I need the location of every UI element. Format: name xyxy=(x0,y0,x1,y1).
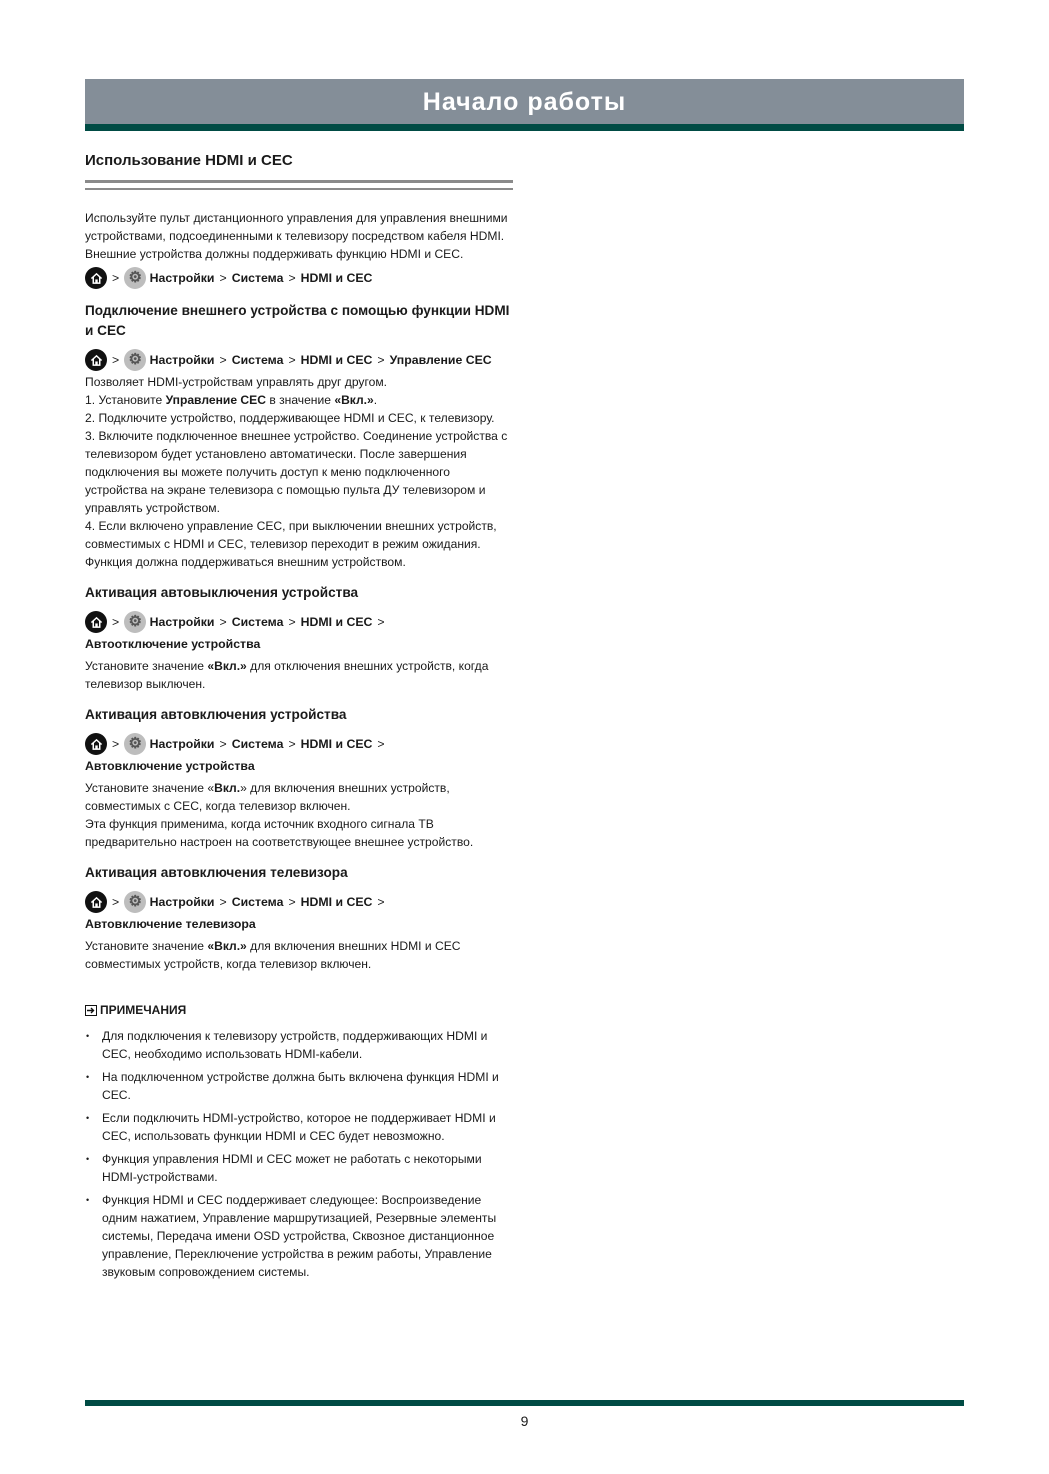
path-item: Настройки xyxy=(149,737,215,751)
path-item: HDMI и CEC xyxy=(300,353,373,367)
bold-text: Вкл. xyxy=(214,781,241,795)
main-column xyxy=(85,152,513,1286)
note-item: • Если подключить HDMI-устройство, которое не поддерживает HDMI и CEC, использовать функции HDMI и CEC будет невозможно. xyxy=(85,1109,513,1145)
path-item: Система xyxy=(231,271,284,285)
path-separator: > xyxy=(288,895,296,909)
path-separator: > xyxy=(112,271,120,285)
paragraph xyxy=(85,391,513,409)
path-separator: > xyxy=(219,737,227,751)
note-arrow-icon xyxy=(85,1005,97,1016)
text: 3. Включите подключенное внешнее устройство. Соединение устройства с телевизором будет установлено автоматически. После завершения подключения вы можете получить доступ к меню подключенного устройства на экране телевизора с помощью пульта ДУ телевизором и управлять устройством. xyxy=(85,429,508,515)
path-item: Автовключение телевизора xyxy=(85,917,256,931)
notes-heading xyxy=(85,1001,513,1019)
subsection-title: Активация автовыключения устройства xyxy=(85,585,359,600)
paragraph xyxy=(85,815,513,851)
notes-list xyxy=(85,1027,513,1281)
path-item: HDMI и CEC xyxy=(300,271,373,285)
chapter-banner xyxy=(85,79,964,131)
gear-icon: ⚙ xyxy=(124,267,146,289)
home-icon xyxy=(85,891,107,913)
bold-text: «Вкл.» xyxy=(207,659,247,673)
path-separator: > xyxy=(288,271,296,285)
bold-text: «Вкл.» xyxy=(207,939,247,953)
path-item: Система xyxy=(231,737,284,751)
section-rule xyxy=(85,188,513,190)
menu-path xyxy=(85,891,513,935)
page-number: 9 xyxy=(520,1413,529,1429)
text: Установите значение « xyxy=(85,781,215,795)
paragraph xyxy=(85,779,513,815)
home-icon xyxy=(85,733,107,755)
note-item: • Функция HDMI и CEC поддерживает следующее: Воспроизведение одним нажатием, Управление маршрутизацией, Резервные элементы системы, Передача имени OSD устройства, Сквозное дистанционное управление, Переключение устройства в режим работы, Управление звуковым сопровождением системы. xyxy=(85,1191,513,1281)
path-item: HDMI и CEC xyxy=(300,895,373,909)
footer-rule xyxy=(85,1400,964,1406)
section-rule xyxy=(85,180,513,186)
chapter-title: Начало работы xyxy=(422,88,627,116)
text: для отключения внешних устройств, когда телевизор выключен. xyxy=(85,659,489,691)
menu-path xyxy=(85,349,513,371)
paragraph xyxy=(85,209,513,263)
path-item: Настройки xyxy=(149,271,215,285)
path-item: Система xyxy=(231,895,284,909)
home-icon xyxy=(85,267,107,289)
text: Установите значение xyxy=(85,659,208,673)
paragraph xyxy=(85,373,513,391)
notes-title: ПРИМЕЧАНИЯ xyxy=(100,1003,187,1017)
home-icon xyxy=(85,349,107,371)
path-separator: > xyxy=(377,615,385,629)
subsection-title: Активация автовключения устройства xyxy=(85,707,347,722)
text: Используйте пульт дистанционного управления для управления внешними устройствами, подсоединенными к телевизору посредством кабеля HDMI. Внешние устройства должны поддерживать функцию HDMI и CEC. xyxy=(85,211,508,261)
text: 2. Подключите устройство, поддерживающее HDMI и CEC, к телевизору. xyxy=(85,411,495,425)
path-item: Настройки xyxy=(149,353,215,367)
paragraph xyxy=(85,657,513,693)
paragraph xyxy=(85,409,513,427)
text: Эта функция применима, когда источник входного сигнала ТВ предварительно настроен на соответствующее внешнее устройство. xyxy=(85,817,474,849)
path-item: Система xyxy=(231,615,284,629)
path-separator: > xyxy=(377,895,385,909)
paragraph xyxy=(85,517,513,571)
text: » для включения внешних устройств, совместимых с CEC, когда телевизор включен. xyxy=(85,781,450,813)
gear-icon: ⚙ xyxy=(124,349,146,371)
path-separator: > xyxy=(112,615,120,629)
path-separator: > xyxy=(112,895,120,909)
note-item: • Функция управления HDMI и CEC может не работать с некоторыми HDMI-устройствами. xyxy=(85,1150,513,1186)
path-item: Настройки xyxy=(149,615,215,629)
path-separator: > xyxy=(288,615,296,629)
text: 4. Если включено управление CEC, при выключении внешних устройств, совместимых с HDMI и CEC, телевизор переходит в режим ожидания. Функция должна поддерживаться внешним устройством. xyxy=(85,519,497,569)
text: в значение xyxy=(265,393,335,407)
path-item: Автоотключение устройства xyxy=(85,637,261,651)
menu-path xyxy=(85,611,513,655)
subsection-title: Подключение внешнего устройства с помощью функции HDMI и CEC xyxy=(85,303,510,338)
menu-path xyxy=(85,267,513,289)
section-title: Использование HDMI и CEC xyxy=(85,152,293,169)
text: для включения внешних HDMI и CEC совместимых устройств, когда телевизор включен. xyxy=(85,939,461,971)
home-icon xyxy=(85,611,107,633)
path-item: Настройки xyxy=(149,895,215,909)
gear-icon: ⚙ xyxy=(124,891,146,913)
paragraph xyxy=(85,937,513,973)
paragraph xyxy=(85,427,513,517)
bold-text: Управление CEC xyxy=(165,393,266,407)
path-item: Автовключение устройства xyxy=(85,759,255,773)
text: 1. Установите xyxy=(85,393,166,407)
note-item: • На подключенном устройстве должна быть включена функция HDMI и CEC. xyxy=(85,1068,513,1104)
subsection-title: Активация автовключения телевизора xyxy=(85,865,348,880)
path-separator: > xyxy=(219,615,227,629)
path-item: Управление CEC xyxy=(389,353,492,367)
bold-text: «Вкл.» xyxy=(334,393,374,407)
path-separator: > xyxy=(288,353,296,367)
text: Позволяет HDMI-устройствам управлять друг другом. xyxy=(85,375,388,389)
path-separator: > xyxy=(377,353,385,367)
gear-icon: ⚙ xyxy=(124,611,146,633)
text: . xyxy=(373,393,378,407)
gear-icon: ⚙ xyxy=(124,733,146,755)
path-separator: > xyxy=(219,353,227,367)
text: Установите значение xyxy=(85,939,208,953)
path-item: HDMI и CEC xyxy=(300,615,373,629)
path-separator: > xyxy=(112,737,120,751)
note-item: • Для подключения к телевизору устройств, поддерживающих HDMI и CEC, необходимо использовать HDMI-кабели. xyxy=(85,1027,513,1063)
path-separator: > xyxy=(377,737,385,751)
path-item: Система xyxy=(231,353,284,367)
path-separator: > xyxy=(288,737,296,751)
path-separator: > xyxy=(112,353,120,367)
path-item: HDMI и CEC xyxy=(300,737,373,751)
menu-path xyxy=(85,733,513,777)
path-separator: > xyxy=(219,271,227,285)
content-blocks xyxy=(85,152,513,973)
path-separator: > xyxy=(219,895,227,909)
